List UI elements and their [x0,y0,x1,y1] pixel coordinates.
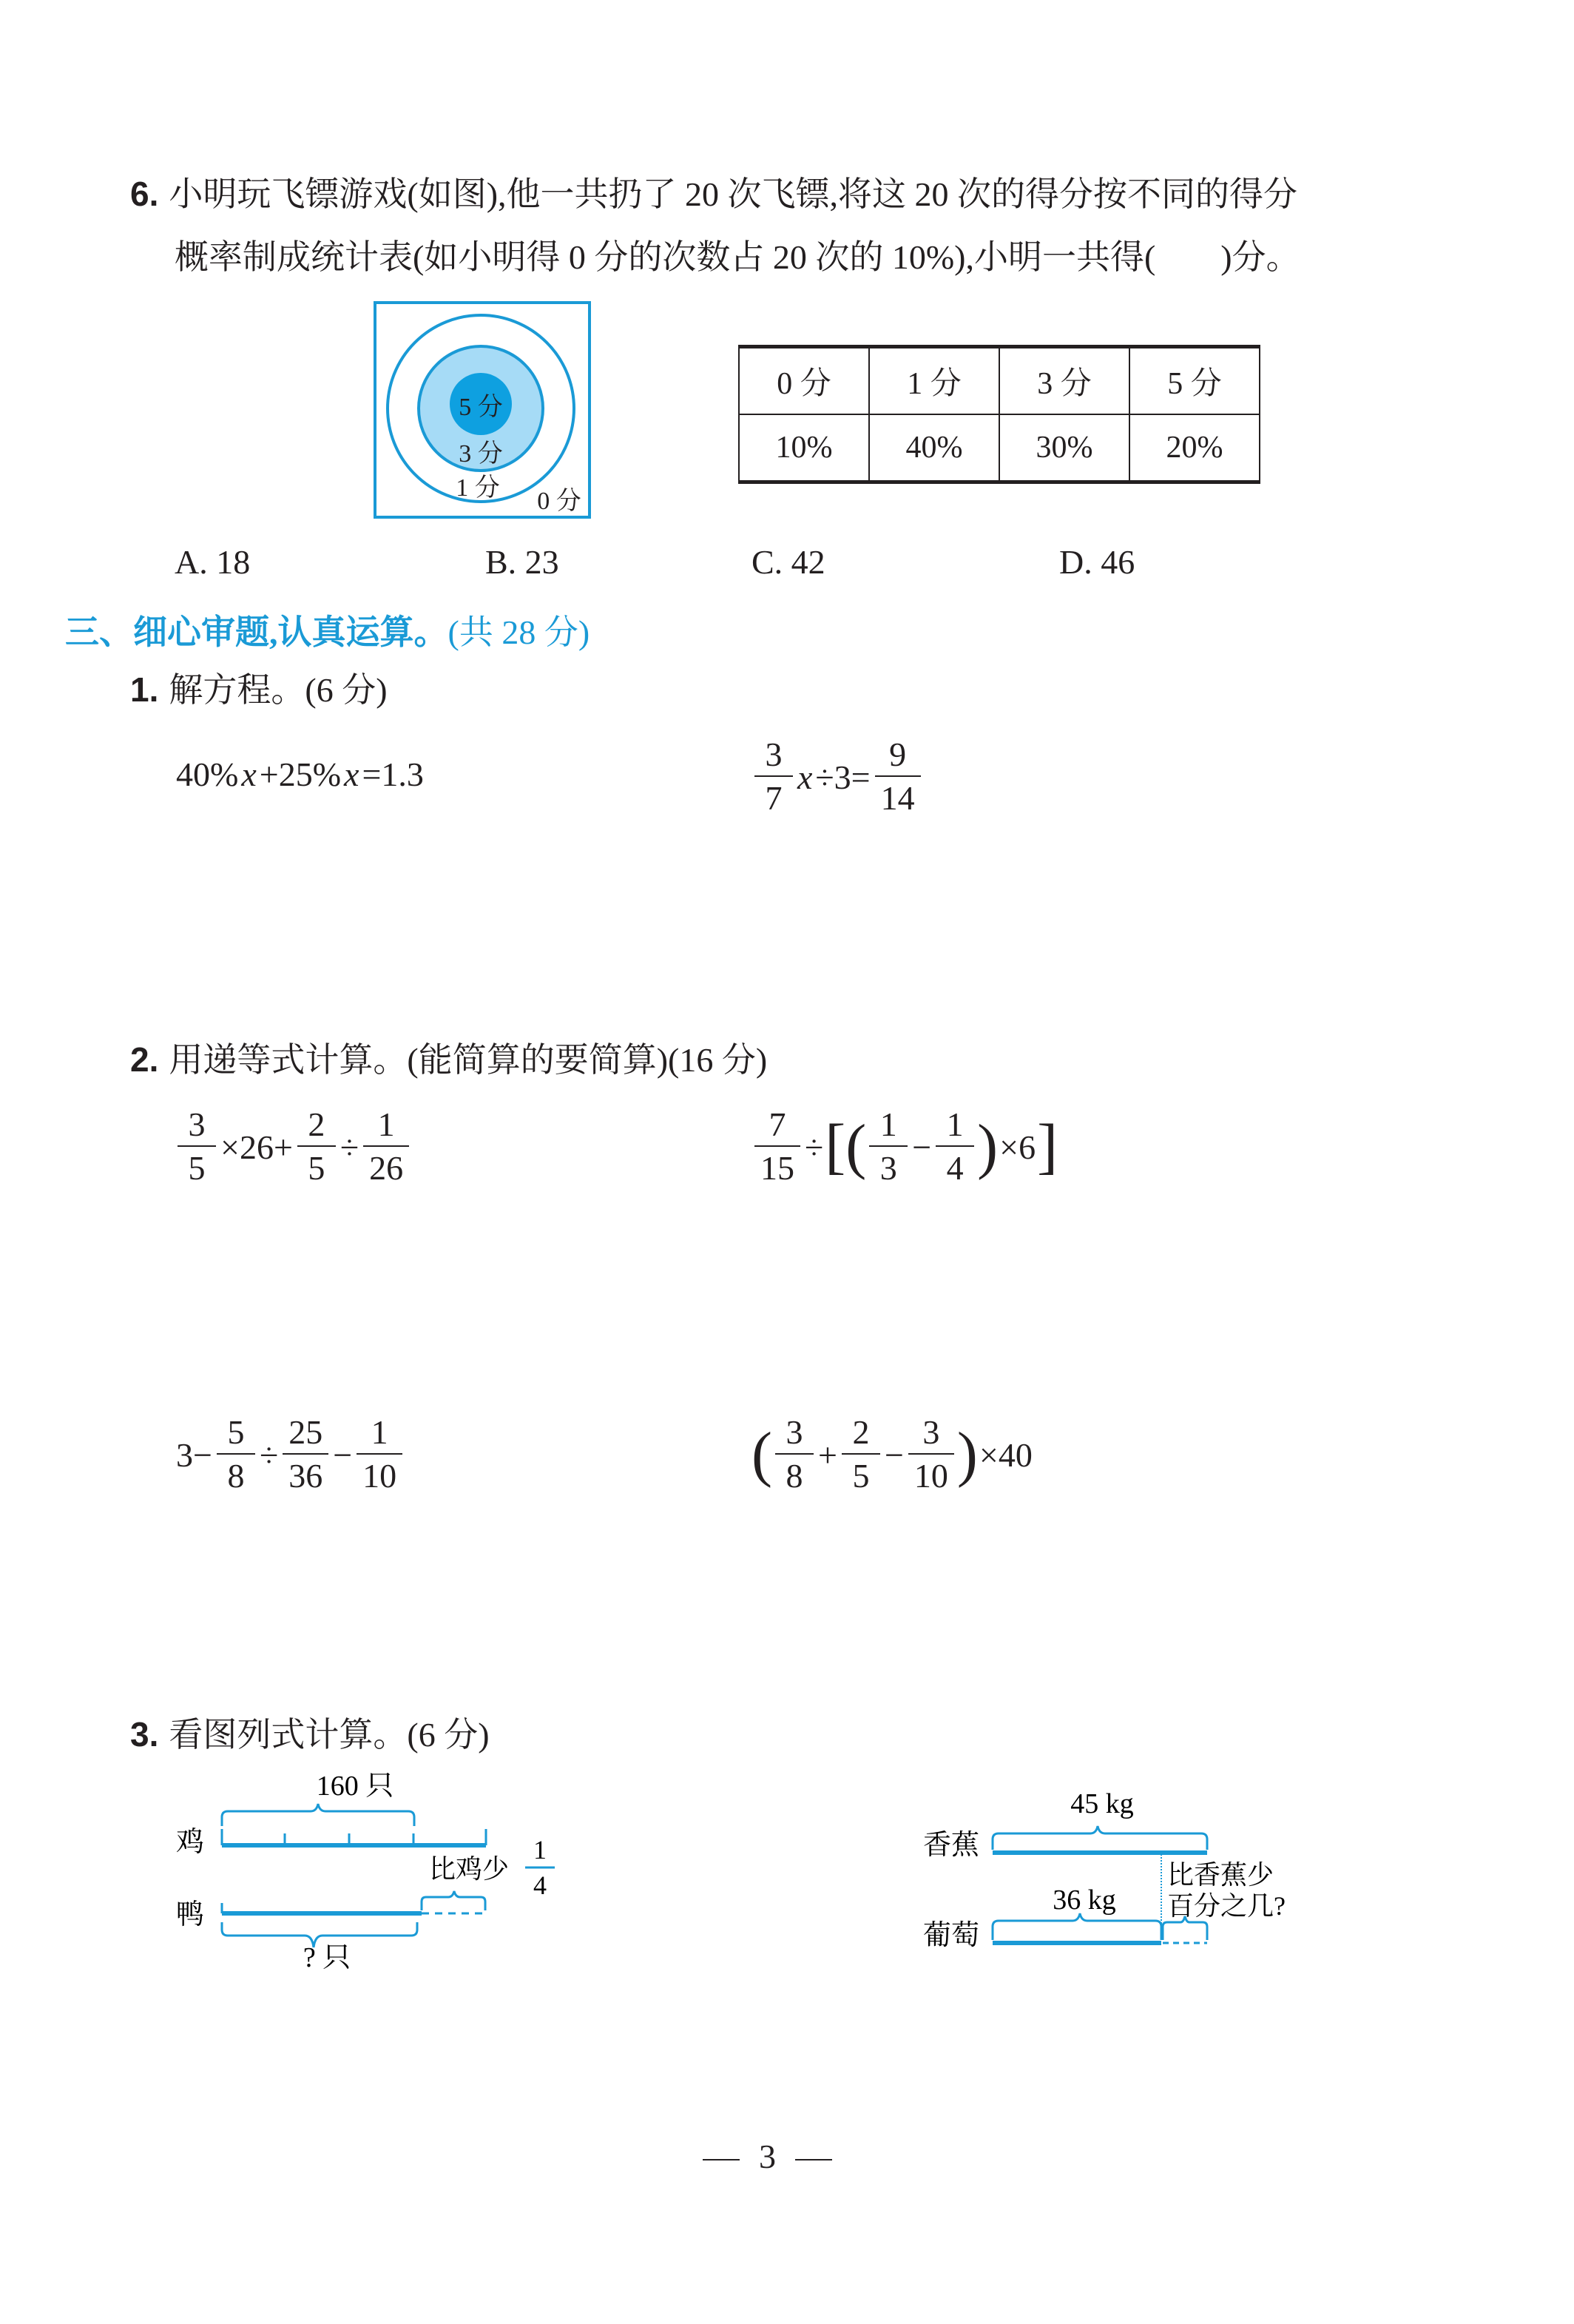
section-title: 三、细心审题,认真运算。 [65,613,448,651]
less-label: 比鸡少 [429,1854,510,1884]
total-label: 160 只 [316,1771,394,1802]
dartboard-figure [373,300,592,519]
banana-grape-diagram [910,1776,1354,1953]
expression-text: ×40 [979,1435,1033,1474]
fraction [297,1104,336,1190]
section-points: (共 28 分) [447,613,590,651]
q6-text-2b: )分。 [1220,238,1300,276]
numerator: 9 [889,735,907,773]
score-table [738,345,1260,484]
q2-heading [130,1037,767,1082]
expression-text: 3− [176,1435,212,1474]
numerator: 1 [946,1105,964,1143]
q3-number: 3. [130,1715,159,1754]
q6-number: 6. [130,175,159,213]
denominator: 10 [357,1453,402,1498]
fraction [875,734,921,820]
fraction [283,1412,328,1498]
fraction [754,1104,800,1190]
table-cell: 40% [869,414,999,482]
numerator: 1 [377,1105,395,1143]
expression-text: + [817,1435,837,1474]
expression-text: =1.3 [362,755,424,793]
grape-label: 葡萄 [923,1920,980,1951]
denominator: 3 [869,1145,908,1190]
denominator: 8 [217,1453,255,1498]
table-cell: 1 分 [869,347,999,415]
fraction [363,1104,409,1190]
fraction [869,1104,908,1190]
denominator: 4 [936,1145,974,1190]
label-0: 0 分 [537,488,581,515]
equation [175,755,425,794]
q6-text-1: 小明玩飞镖游戏(如图),他一共扔了 20 次飞镖,将这 20 次的得分按不同的得分 [169,175,1298,213]
section-heading [65,605,590,654]
unknown-label: ? 只 [303,1942,351,1973]
bracket: ( [751,1420,772,1489]
variable: x [241,755,257,793]
duck-label: 鸭 [176,1899,205,1930]
table-cell: 10% [739,414,869,482]
denominator: 14 [875,775,921,820]
label-3: 3 分 [459,440,503,468]
page-number: 3 [759,2138,776,2175]
bracket: ) [956,1420,978,1489]
numerator: 25 [288,1413,323,1451]
denominator: 5 [842,1453,880,1498]
q6-line2 [175,235,1300,280]
numerator: 2 [308,1105,325,1143]
fraction-denominator: 4 [533,1870,547,1900]
expression-text: − [333,1435,353,1474]
fraction [842,1412,880,1498]
denominator: 26 [363,1145,409,1190]
numerator: 1 [879,1105,897,1143]
q2-number: 2. [130,1040,159,1079]
brace-less [422,1891,485,1910]
banana-label: 香蕉 [923,1830,980,1861]
expression-text: ÷ [259,1435,279,1474]
table-cell: 3 分 [999,347,1129,415]
bracket: [ [825,1112,846,1181]
banana-weight: 45 kg [1070,1788,1134,1819]
table-cell: 0 分 [739,347,869,415]
question-line2: 百分之几? [1167,1891,1286,1921]
expression-text: ÷ [340,1128,359,1166]
numerator: 3 [188,1105,206,1143]
fraction [217,1412,255,1498]
bracket: ( [845,1112,867,1181]
expression-text: ÷3= [815,758,871,796]
numerator: 3 [922,1413,940,1451]
expression-text: 40% [176,755,239,793]
numerator: 1 [371,1413,388,1451]
expression [175,1412,405,1498]
question-line1: 比香蕉少 [1167,1860,1274,1890]
grape-weight: 36 kg [1053,1885,1116,1916]
page-footer [683,2137,851,2176]
numerator: 3 [765,735,783,773]
option-c[interactable]: C. 42 [751,543,825,581]
option-a[interactable]: A. 18 [175,543,251,581]
q6-text-2a: 概率制成统计表(如小明得 0 分的次数占 20 次的 10%),小明一共得( [175,238,1156,276]
chicken-duck-diagram [163,1768,577,1976]
denominator: 5 [178,1145,216,1190]
q1-number: 1. [130,670,159,709]
brace-total [222,1804,414,1826]
numerator: 2 [852,1413,870,1451]
expression-text: +25% [259,755,342,793]
chicken-label: 鸡 [176,1827,205,1858]
fraction [936,1104,974,1190]
expression [175,1104,412,1190]
table-cell: 30% [999,414,1129,482]
q3-heading [130,1712,490,1757]
fraction [775,1412,814,1498]
table-cell: 5 分 [1129,347,1260,415]
q6-line1 [130,172,1297,217]
denominator: 10 [908,1453,954,1498]
q1-title: 解方程。(6 分) [169,671,388,709]
table-row-scores [739,347,1260,415]
denominator: 7 [754,775,793,820]
table-cell: 20% [1129,414,1260,482]
option-b[interactable]: B. 23 [485,543,559,581]
bracket: ] [1037,1112,1058,1181]
expression-text: − [912,1128,932,1166]
q2-title: 用递等式计算。(能简算的要简算)(16 分) [169,1041,768,1079]
expression [751,1412,1034,1498]
fraction-numerator: 1 [533,1835,547,1865]
fraction [908,1412,954,1498]
numerator: 3 [786,1413,803,1451]
q3-title: 看图列式计算。(6 分) [169,1716,490,1754]
expression-text: ×6 [999,1128,1036,1166]
variable: x [344,755,359,793]
fraction [357,1412,402,1498]
denominator: 36 [283,1453,328,1498]
denominator: 5 [297,1145,336,1190]
equation [751,734,924,820]
denominator: 15 [754,1145,800,1190]
expression [751,1104,1058,1190]
q1-heading [130,667,388,713]
label-1: 1 分 [456,474,500,502]
expression-text: − [884,1435,904,1474]
numerator: 5 [227,1413,245,1451]
footer-dash [703,2159,740,2160]
option-d[interactable]: D. 46 [1059,543,1135,581]
numerator: 7 [769,1105,786,1143]
label-5: 5 分 [459,394,503,421]
bracket: ) [977,1112,999,1181]
table-row-percent [739,414,1260,482]
brace-banana [993,1826,1207,1850]
fraction [178,1104,216,1190]
footer-dash [795,2159,832,2160]
brace-grape [993,1913,1161,1940]
expression-text: ×26+ [220,1128,293,1166]
denominator: 8 [775,1453,814,1498]
fraction [754,734,793,820]
expression-text: ÷ [805,1128,824,1166]
variable: x [797,758,813,796]
